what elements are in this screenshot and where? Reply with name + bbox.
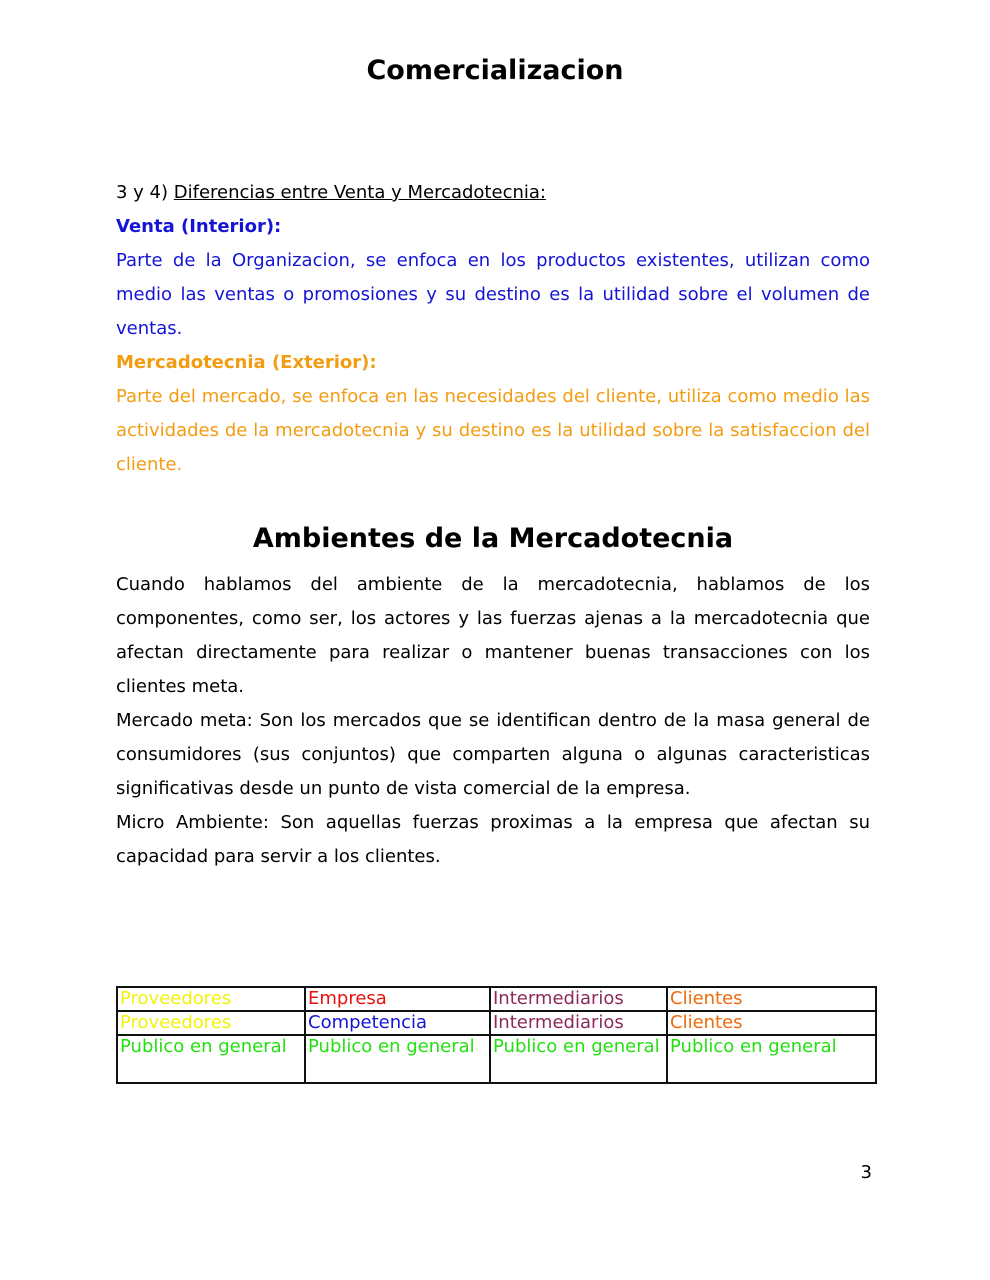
document-title: Comercializacion	[366, 55, 624, 86]
table-cell-competencia: Competencia	[305, 1011, 490, 1035]
table-cell-publico: Publico en general	[117, 1035, 305, 1083]
table-row	[117, 1011, 876, 1035]
document-body	[116, 176, 870, 874]
differences-heading: Diferencias entre Venta y Mercadotecnia:	[173, 182, 546, 203]
table-cell-publico: Publico en general	[490, 1035, 667, 1083]
page-number: 3	[860, 1162, 872, 1183]
table-cell-clientes: Clientes	[667, 987, 876, 1011]
table-row	[117, 1035, 876, 1083]
table-cell-publico: Publico en general	[305, 1035, 490, 1083]
ambientes-paragraph-mercado-meta: Mercado meta: Son los mercados que se identifican dentro de la masa general de consumidores (sus conjuntos) que comparten alguna o algunas caracteristicas significativas desde un punto de vista comercial de la empresa.	[116, 710, 870, 799]
table-cell-proveedores: Proveedores	[117, 987, 305, 1011]
venta-label: Venta (Interior):	[116, 216, 282, 237]
table-cell-publico: Publico en general	[667, 1035, 876, 1083]
venta-text: Parte de la Organizacion, se enfoca en los productos existentes, utilizan como medio las ventas o promosiones y su destino es la utilidad sobre el volumen de ventas.	[116, 250, 870, 339]
table-cell-clientes: Clientes	[667, 1011, 876, 1035]
actors-table	[116, 986, 877, 1084]
table-cell-proveedores: Proveedores	[117, 1011, 305, 1035]
mercadotecnia-label: Mercadotecnia (Exterior):	[116, 352, 377, 373]
ambientes-title: Ambientes de la Mercadotecnia	[252, 523, 734, 554]
differences-prefix: 3 y 4)	[116, 182, 174, 203]
ambientes-paragraph-micro-ambiente: Micro Ambiente: Son aquellas fuerzas proximas a la empresa que afectan su capacidad para servir a los clientes.	[116, 812, 870, 867]
ambientes-paragraph-intro: Cuando hablamos del ambiente de la mercadotecnia, hablamos de los componentes, como ser, los actores y las fuerzas ajenas a la mercadotecnia que afectan directamente para realizar o mantener buenas transacciones con los clientes meta.	[116, 574, 870, 697]
table-cell-empresa: Empresa	[305, 987, 490, 1011]
mercadotecnia-text: Parte del mercado, se enfoca en las necesidades del cliente, utiliza como medio las actividades de la mercadotecnia y su destino es la utilidad sobre la satisfaccion del cliente.	[116, 386, 870, 475]
table-cell-intermediarios: Intermediarios	[490, 1011, 667, 1035]
table-cell-intermediarios: Intermediarios	[490, 987, 667, 1011]
differences-heading-line	[116, 176, 870, 210]
table-row	[117, 987, 876, 1011]
